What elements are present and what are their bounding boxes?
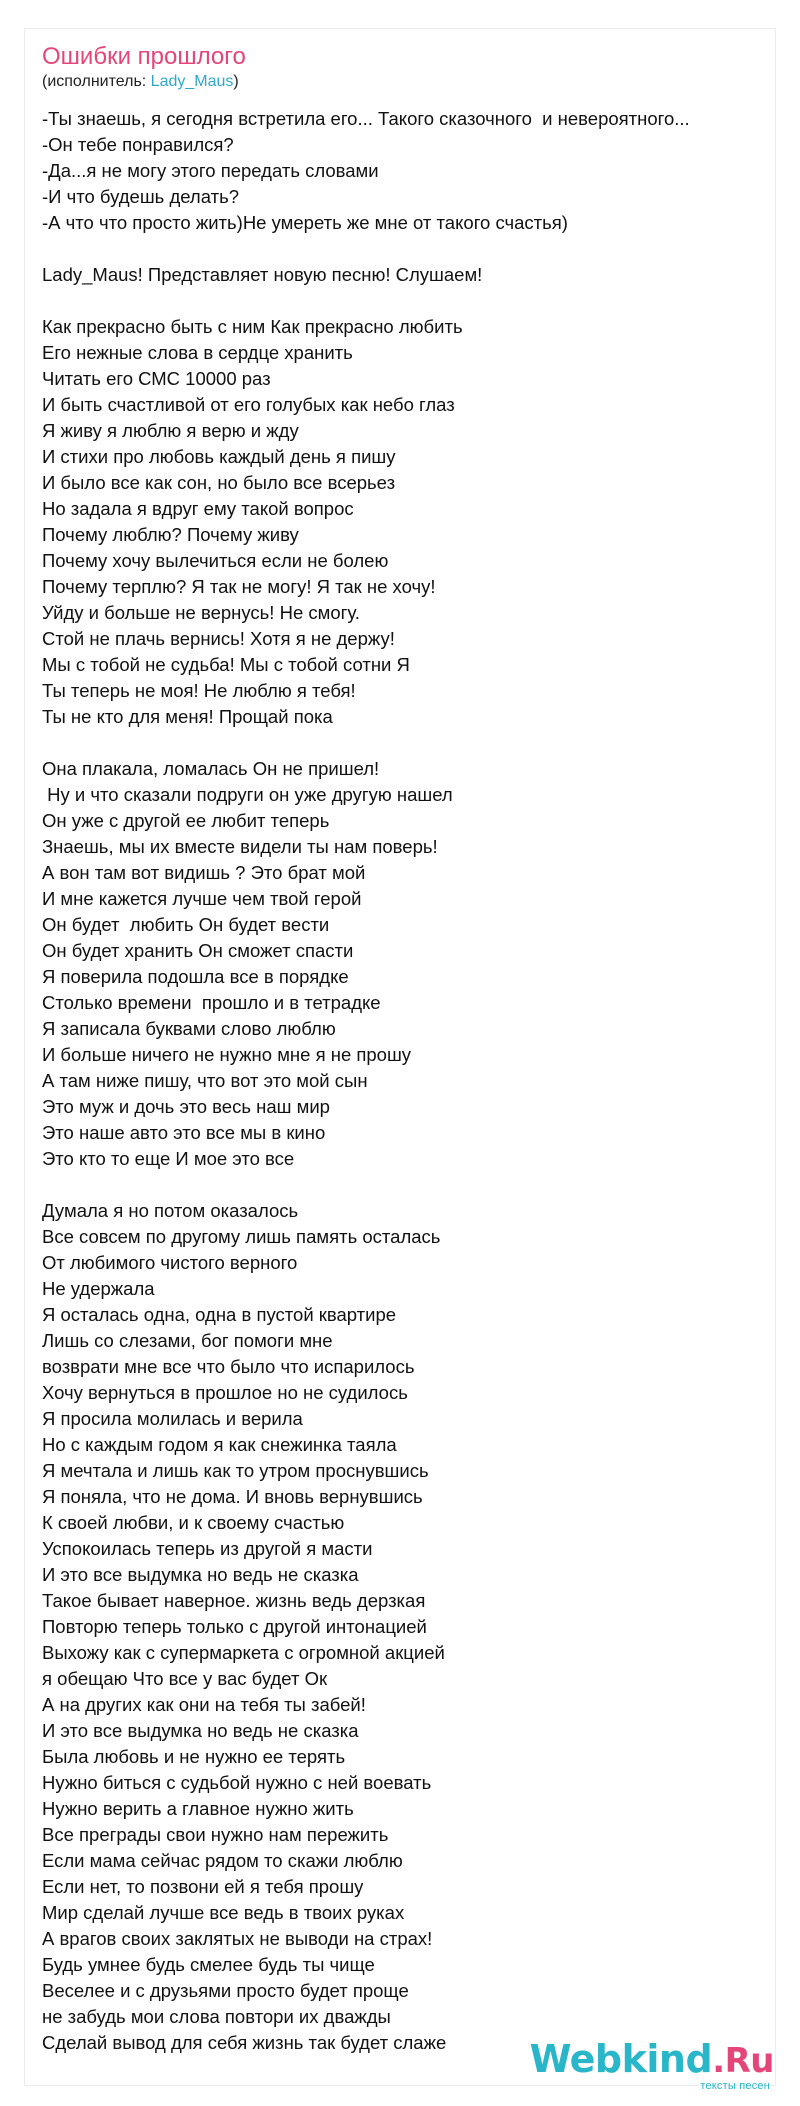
lyrics-line: А на других как они на тебя ты забей!: [42, 1694, 366, 1715]
logo-wordmark: [530, 2036, 774, 2084]
lyrics-line: Ну и что сказали подруги он уже другую нашел: [42, 784, 453, 805]
lyrics-line: Уйду и больше не вернусь! Не смогу.: [42, 602, 360, 623]
lyrics-line: Все преграды свои нужно нам пережить: [42, 1824, 389, 1845]
lyrics-line: А там ниже пишу, что вот это мой сын: [42, 1070, 368, 1091]
artist-suffix: ): [233, 73, 239, 90]
lyrics-line: И стихи про любовь каждый день я пишу: [42, 446, 396, 467]
lyrics-line: -Он тебе понравился?: [42, 134, 234, 155]
lyrics-line: И больше ничего не нужно мне я не прошу: [42, 1044, 412, 1065]
lyrics-line: Такое бывает наверное. жизнь ведь дерзкая: [42, 1590, 426, 1611]
lyrics-line: Lady_Maus! Представляет новую песню! Слушаем!: [42, 264, 483, 285]
artist-line: [42, 72, 246, 92]
lyrics-line: Веселее и с друзьями просто будет проще: [42, 1980, 409, 2001]
lyrics-line: Не удержала: [42, 1278, 155, 1299]
lyrics-line: Будь умнее будь смелее будь ты чище: [42, 1954, 375, 1975]
lyrics-line: Я поняла, что не дома. И вновь вернувшись: [42, 1486, 423, 1507]
site-logo[interactable]: [529, 2036, 774, 2096]
lyrics-line: Нужно биться с судьбой нужно с ней воевать: [42, 1772, 432, 1793]
lyrics-line: Если нет, то позвони ей я тебя прошу: [42, 1876, 364, 1897]
lyrics-line: Но задала я вдруг ему такой вопрос: [42, 498, 354, 519]
logo-tagline: тексты песен: [700, 2080, 770, 2092]
song-title: Ошибки прошлого: [42, 43, 246, 70]
lyrics-line: возврати мне все что было что испарилось: [42, 1356, 415, 1377]
lyrics-line: Стой не плачь вернись! Хотя я не держу!: [42, 628, 395, 649]
lyrics-line: Его нежные слова в сердце хранить: [42, 342, 353, 363]
lyrics-blank-line: [42, 730, 772, 756]
lyrics-line: Почему люблю? Почему живу: [42, 524, 299, 545]
logo-suffix: .Ru: [712, 2041, 774, 2081]
artist-prefix: (исполнитель:: [42, 73, 151, 90]
lyrics-line: Выхожу как с супермаркета с огромной акцией: [42, 1642, 445, 1663]
artist-link[interactable]: Lady_Maus: [150, 73, 234, 90]
lyrics-line: Успокоилась теперь из другой я масти: [42, 1538, 373, 1559]
lyrics-line: Мир сделай лучше все ведь в твоих руках: [42, 1902, 405, 1923]
lyrics-line: Лишь со слезами, бог помоги мне: [42, 1330, 333, 1351]
logo-main-text: Webkind: [529, 2037, 713, 2081]
lyrics-line: Ты теперь не моя! Не люблю я тебя!: [42, 680, 356, 701]
lyrics-line: не забудь мои слова повтори их дважды: [42, 2006, 391, 2027]
lyrics-line: Он будет любить Он будет вести: [42, 914, 330, 935]
lyrics-line: Но с каждым годом я как снежинка таяла: [42, 1434, 397, 1455]
lyrics-line: Все совсем по другому лишь память осталась: [42, 1226, 441, 1247]
lyrics-line: Столько времени прошло и в тетрадке: [42, 992, 381, 1013]
lyrics-line: Это муж и дочь это весь наш мир: [42, 1096, 330, 1117]
lyrics-line: Это наше авто это все мы в кино: [42, 1122, 326, 1143]
lyrics-line: И мне кажется лучше чем твой герой: [42, 888, 362, 909]
lyrics-line: Я просила молилась и верила: [42, 1408, 303, 1429]
lyrics-line: Я мечтала и лишь как то утром проснувшись: [42, 1460, 429, 1481]
lyrics-line: Я поверила подошла все в порядке: [42, 966, 349, 987]
lyrics-line: И было все как сон, но было все всерьез: [42, 472, 396, 493]
lyrics-line: Это кто то еще И мое это все: [42, 1148, 295, 1169]
lyrics-line: я обещаю Что все у вас будет Ок: [42, 1668, 328, 1689]
lyrics-line: И это все выдумка но ведь не сказка: [42, 1720, 359, 1741]
lyrics-line: И быть счастливой от его голубых как небо глаз: [42, 394, 455, 415]
lyrics-line: Он будет хранить Он сможет спасти: [42, 940, 354, 961]
lyrics-line: К своей любви, и к своему счастью: [42, 1512, 345, 1533]
lyrics-line: А вон там вот видишь ? Это брат мой: [42, 862, 366, 883]
lyrics-line: Я осталась одна, одна в пустой квартире: [42, 1304, 397, 1325]
lyrics-line: А врагов своих заклятых не выводи на страх!: [42, 1928, 433, 1949]
lyrics-line: -А что что просто жить)Не умереть же мне от такого счастья): [42, 212, 568, 233]
lyrics-line: Если мама сейчас рядом то скажи люблю: [42, 1850, 403, 1871]
lyrics-line: Она плакала, ломалась Он не пришел!: [42, 758, 380, 779]
lyrics-line: Была любовь и не нужно ее терять: [42, 1746, 346, 1767]
lyrics-line: -Ты знаешь, я сегодня встретила его... Такого сказочного и невероятного...: [42, 108, 690, 129]
lyrics-blank-line: [42, 288, 772, 314]
lyrics-line: Хочу вернуться в прошлое но не судилось: [42, 1382, 408, 1403]
lyrics-line: Как прекрасно быть с ним Как прекрасно любить: [42, 316, 463, 337]
lyrics-line: Почему хочу вылечиться если не болею: [42, 550, 389, 571]
lyrics-line: -И что будешь делать?: [42, 186, 240, 207]
lyrics-line: И это все выдумка но ведь не сказка: [42, 1564, 359, 1585]
lyrics-line: Мы с тобой не судьба! Мы с тобой сотни Я: [42, 654, 410, 675]
lyrics-line: Он уже с другой ее любит теперь: [42, 810, 330, 831]
lyrics-line: Повторю теперь только с другой интонацией: [42, 1616, 427, 1637]
lyrics-blank-line: [42, 1172, 772, 1198]
lyrics-line: Знаешь, мы их вместе видели ты нам поверь!: [42, 836, 438, 857]
lyrics-line: Ты не кто для меня! Прощай пока: [42, 706, 333, 727]
lyrics-text: [42, 106, 772, 2056]
lyrics-line: Я записала буквами слово люблю: [42, 1018, 336, 1039]
lyrics-line: Думала я но потом оказалось: [42, 1200, 299, 1221]
lyrics-line: От любимого чистого верного: [42, 1252, 298, 1273]
lyrics-line: Нужно верить а главное нужно жить: [42, 1798, 354, 1819]
lyrics-line: Сделай вывод для себя жизнь так будет слаже: [42, 2032, 447, 2053]
lyrics-blank-line: [42, 236, 772, 262]
lyrics-line: Читать его СМС 10000 раз: [42, 368, 271, 389]
lyrics-line: Я живу я люблю я верю и жду: [42, 420, 299, 441]
lyrics-line: -Да...я не могу этого передать словами: [42, 160, 379, 181]
lyrics-line: Почему терплю? Я так не могу! Я так не хочу!: [42, 576, 436, 597]
song-header: [42, 42, 246, 92]
